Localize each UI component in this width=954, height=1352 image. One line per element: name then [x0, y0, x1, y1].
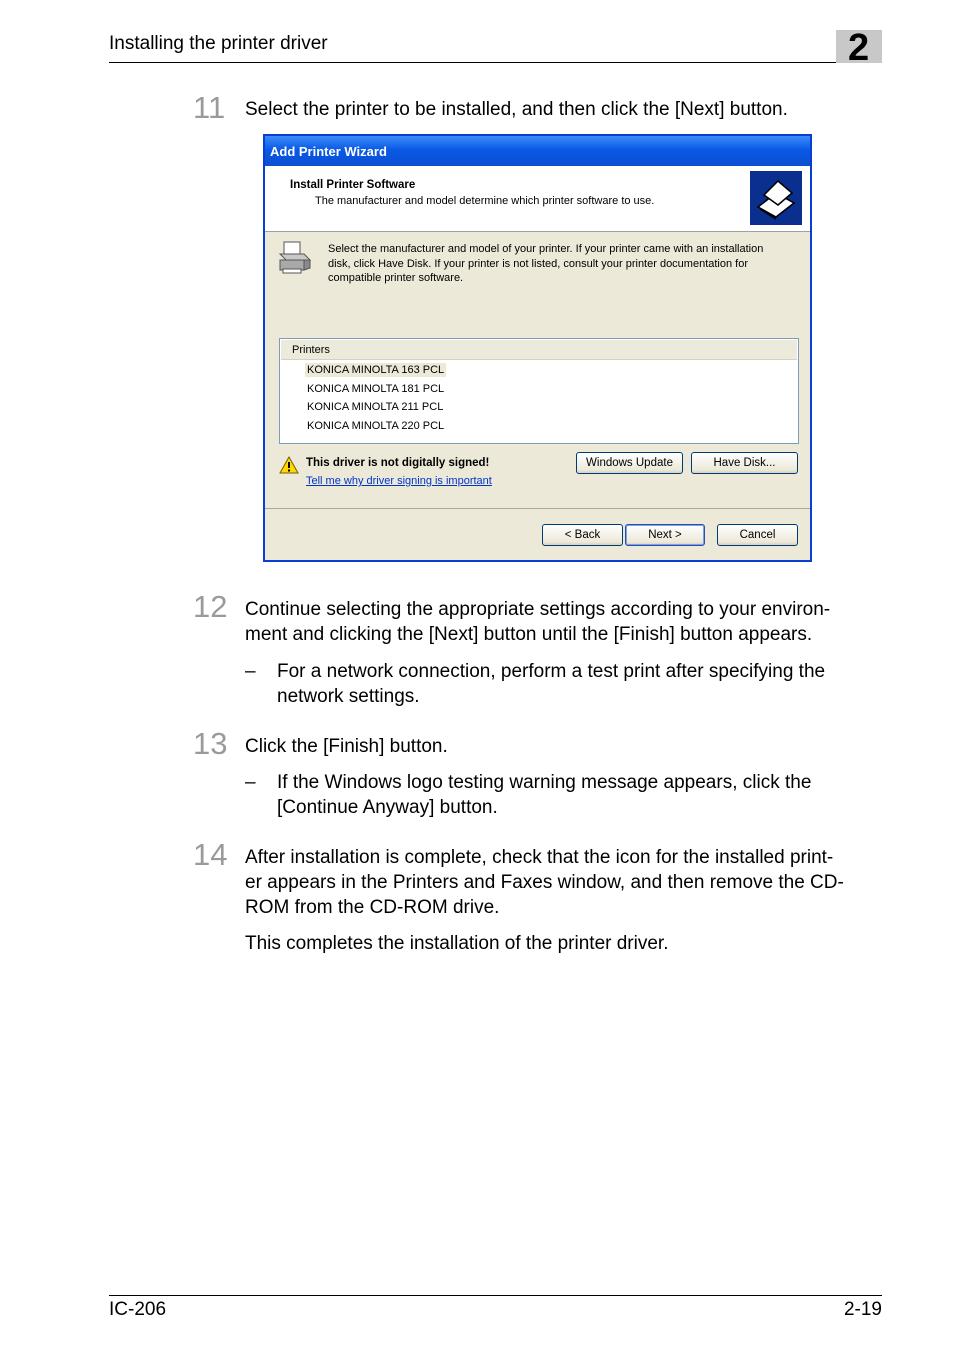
closing-text: This completes the installation of the printer driver.	[245, 933, 669, 954]
step-12-line: Continue selecting the appropriate settings according to your environ-	[245, 599, 831, 620]
step-14-line: After installation is complete, check that the icon for the installed print-	[245, 847, 834, 868]
printer-icon	[277, 240, 313, 276]
page-header-title: Installing the printer driver	[109, 33, 328, 54]
dialog-titlebar	[265, 136, 810, 166]
chapter-number: 2	[848, 27, 870, 69]
step-14-text	[245, 845, 844, 920]
step-13-dash: –	[245, 772, 256, 793]
banner-heading: Install Printer Software	[290, 179, 416, 191]
have-disk-button[interactable]: Have Disk...	[691, 452, 798, 474]
description-line: Select the manufacturer and model of your printer. If your printer came with an installation	[328, 243, 764, 255]
next-button[interactable]: Next >	[625, 524, 705, 546]
printer-item-220[interactable]: KONICA MINOLTA 220 PCL	[307, 420, 445, 432]
list-header-label: Printers	[292, 344, 330, 356]
dialog-description	[328, 242, 798, 286]
description-line: disk, click Have Disk. If your printer is not listed, consult your printer documentation for	[328, 257, 749, 270]
printer-item-163[interactable]: KONICA MINOLTA 163 PCL	[307, 364, 445, 376]
step-13-text: Click the [Finish] button.	[245, 736, 448, 757]
description-line: compatible printer software.	[328, 272, 464, 284]
step-12-bullet	[277, 659, 825, 709]
footer-model: IC-206	[109, 1299, 167, 1320]
step-13-bullet-line: If the Windows logo testing warning message appears, click the	[277, 772, 812, 793]
driver-signing-link[interactable]: Tell me why driver signing is important	[306, 475, 492, 487]
windows-update-button[interactable]: Windows Update	[576, 452, 683, 474]
add-printer-wizard-dialog	[263, 134, 812, 562]
cancel-button[interactable]: Cancel	[717, 524, 798, 546]
printer-wizard-icon	[750, 171, 802, 225]
step-12-text	[245, 597, 830, 647]
step-number-11: 11	[193, 90, 226, 125]
dialog-footer-separator	[265, 508, 810, 509]
dialog-title: Add Printer Wizard	[270, 144, 387, 159]
step-number-12: 12	[193, 589, 228, 624]
header-rule	[109, 62, 882, 63]
step-14-line: er appears in the Printers and Faxes window, and then remove the CD-	[245, 872, 844, 893]
unsigned-driver-warning: This driver is not digitally signed!	[306, 457, 490, 469]
step-number-14: 14	[193, 837, 228, 872]
step-13-bullet-line: [Continue Anyway] button.	[277, 797, 498, 818]
printers-list-header[interactable]	[281, 340, 797, 360]
printers-list[interactable]	[279, 338, 799, 444]
back-button[interactable]: < Back	[542, 524, 623, 546]
footer-rule	[109, 1295, 882, 1296]
printer-item-181[interactable]: KONICA MINOLTA 181 PCL	[307, 383, 445, 395]
step-11-text: Select the printer to be installed, and then click the [Next] button.	[245, 99, 788, 120]
dialog-banner	[265, 166, 810, 232]
step-number-13: 13	[193, 726, 228, 761]
step-12-bullet-line: network settings.	[277, 686, 420, 707]
printer-item-211[interactable]: KONICA MINOLTA 211 PCL	[307, 401, 444, 413]
banner-subtitle: The manufacturer and model determine which printer software to use.	[315, 195, 655, 207]
step-12-bullet-line: For a network connection, perform a test print after specifying the	[277, 661, 826, 682]
step-12-line: ment and clicking the [Next] button until the [Finish] button appears.	[245, 624, 813, 645]
step-12-dash: –	[245, 661, 256, 682]
step-13-bullet	[277, 770, 811, 820]
footer-page-number: 2-19	[843, 1299, 882, 1320]
warning-icon	[279, 456, 299, 474]
step-14-line: ROM from the CD-ROM drive.	[245, 897, 500, 918]
